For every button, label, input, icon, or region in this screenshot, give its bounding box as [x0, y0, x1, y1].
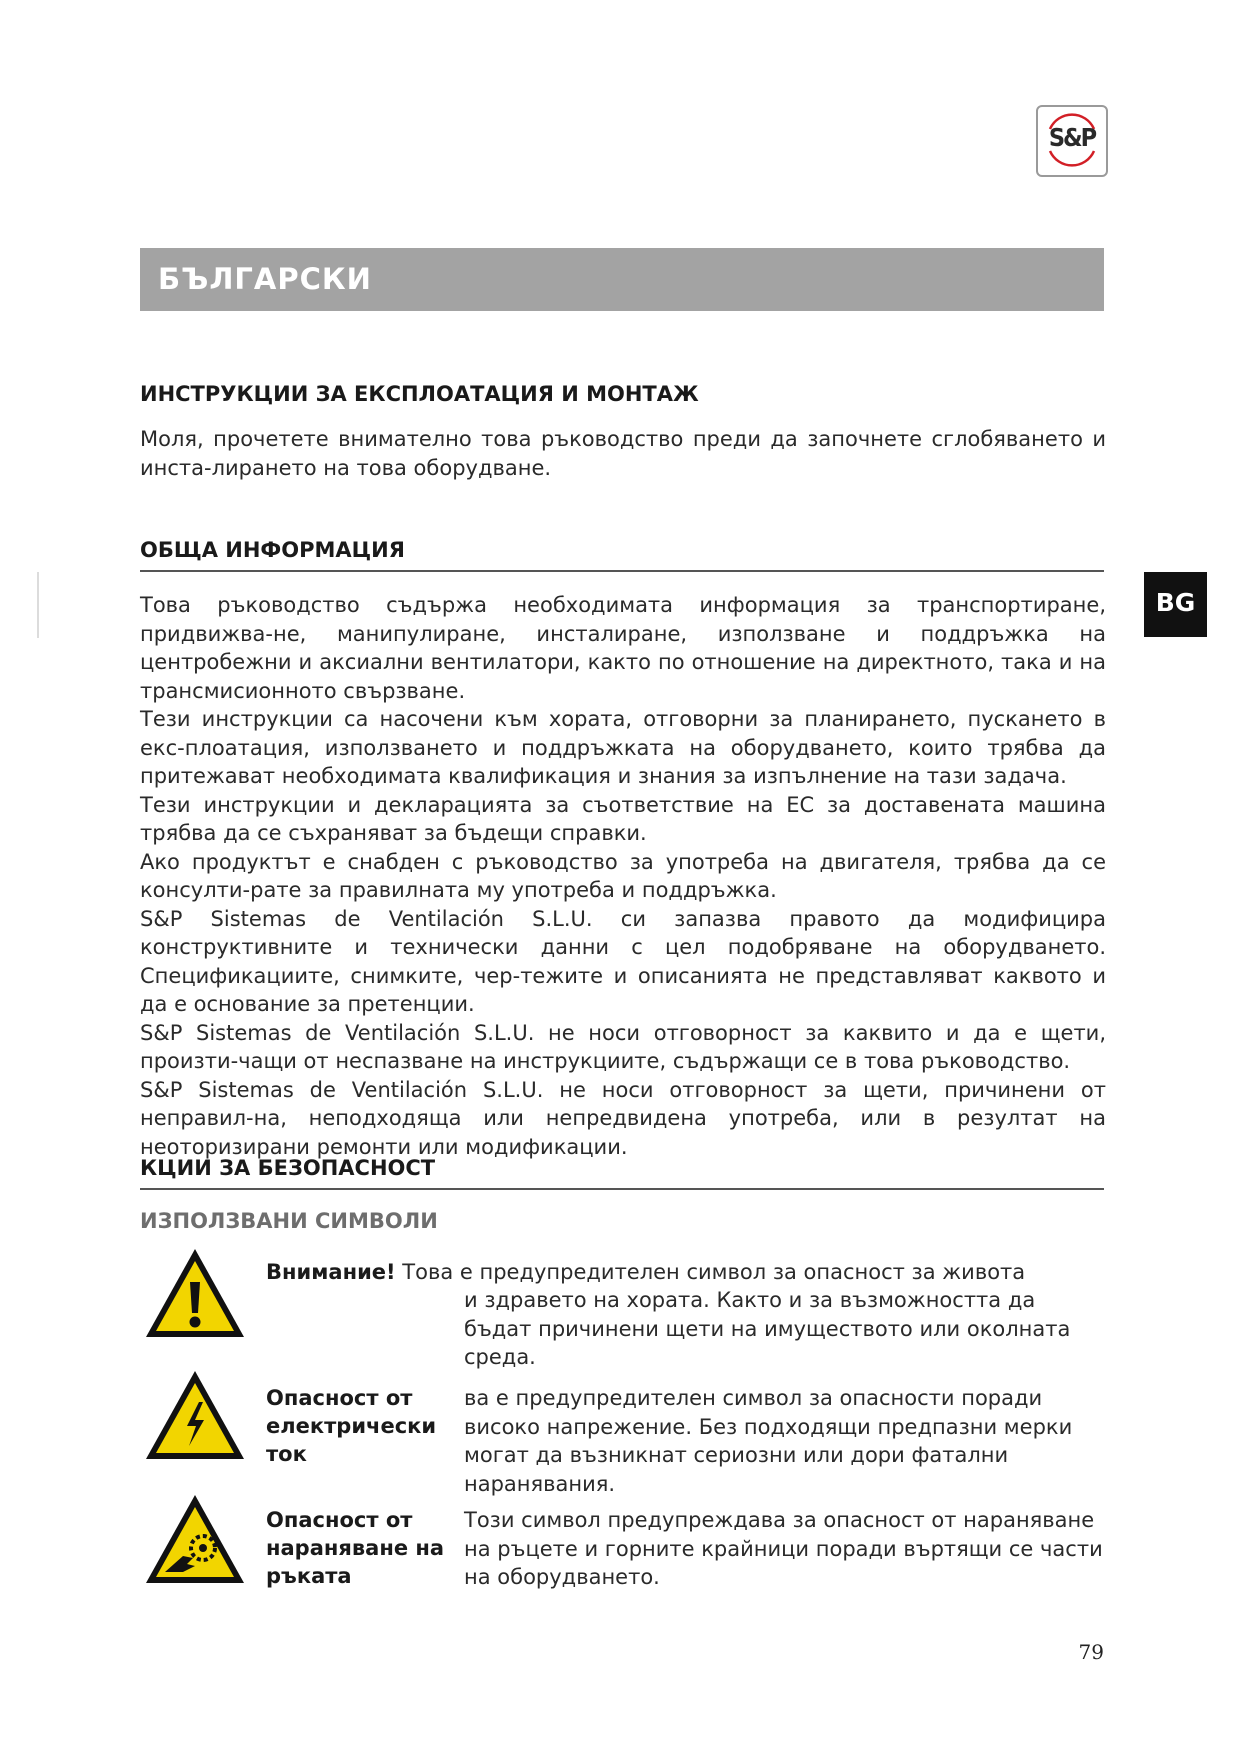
instructions-heading: ИНСТРУКЦИИ ЗА ЕКСПЛОАТАЦИЯ И МОНТАЖ [140, 382, 699, 406]
symbols-subheading: ИЗПОЛЗВАНИ СИМВОЛИ [140, 1209, 438, 1233]
general-info-divider [140, 570, 1104, 572]
general-paragraph: Тези инструкции и декларацията за съответствие на ЕС за доставената машина трябва да се съхраняват за бъдещи справки. [140, 792, 1106, 845]
symbol-title: Внимание! [266, 1260, 396, 1284]
language-banner-label: БЪЛГАРСКИ [158, 262, 372, 296]
warning-exclamation-icon [143, 1246, 247, 1340]
symbol-title: Опасност от нараняване на ръката [266, 1508, 445, 1588]
language-banner [140, 248, 1104, 311]
instructions-paragraph: Моля, прочетете внимателно това ръководство преди да започнете сглобяването и инста-лирането на това оборудване. [140, 427, 1106, 480]
general-paragraph: S&P Sistemas de Ventilación S.L.U. не носи отговорност за щети, причинени от неправил-на, неподходяща или непредвидена употреба, или в резултат на неоторизирани ремонти или модификации. [140, 1077, 1106, 1159]
symbol-first-line: Това е предупредителен символ за опасност за живота [402, 1260, 1026, 1284]
electric-shock-icon [143, 1368, 247, 1462]
edge-mark [37, 572, 39, 638]
symbol-description: и здравето на хората. Както и за възможността да бъдат причинени щети на имуществото или околната среда. [464, 1288, 1071, 1369]
page-number: 79 [1078, 1640, 1104, 1664]
general-paragraph: Ако продуктът е снабден с ръководство за употреба на двигателя, трябва да се консулти-рате за правилната му употреба и поддръжка. [140, 849, 1106, 902]
side-tab-label: BG [1155, 588, 1196, 617]
general-info-heading: ОБЩА ИНФОРМАЦИЯ [140, 538, 405, 562]
logo-text: S&P [1048, 123, 1096, 152]
general-info-text [140, 591, 1106, 1161]
symbol-title: Опасност от електрически ток [266, 1386, 437, 1466]
symbol-description: ва е предупредителен символ за опасности поради високо напрежение. Без подходящи предпазни мерки могат да възникнат сериозни или дори фатални наранявания. [464, 1386, 1073, 1496]
instructions-text [140, 425, 1106, 482]
general-paragraph: S&P Sistemas de Ventilación S.L.U. не носи отговорност за каквито и да е щети, произти-чащи от неспазване на инструкциите, съдържащи се в това ръководство. [140, 1020, 1106, 1073]
safety-divider [140, 1188, 1104, 1190]
symbol-warning-line [266, 1258, 1025, 1286]
general-paragraph: Това ръководство съдържа необходимата информация за транспортиране, придвижва-не, манипулиране, инсталиране, използване и поддръжка на центробежни и аксиални вентилатори, както по отношение на директното, така и на трансмисионното свързване. [140, 593, 1106, 703]
hand-injury-icon [143, 1492, 247, 1586]
side-language-tab [1144, 572, 1207, 637]
symbol-description: Този символ предупреждава за опасност от нараняване на ръцете и горните крайници поради въртящи се части на оборудването. [464, 1508, 1103, 1589]
safety-heading: КЦИИ ЗА БЕЗОПАСНОСТ [140, 1156, 436, 1180]
general-paragraph: Тези инструкции са насочени към хората, отговорни за планирането, пускането в екс-плоатация, използването и поддръжката на оборудването, които трябва да притежават необходимата квалификация и знания за изпълнение на тази задача. [140, 707, 1106, 788]
sp-logo [1036, 105, 1108, 177]
general-paragraph: S&P Sistemas de Ventilación S.L.U. си запазва правото да модифицира конструктивните и технически данни с цел подобряване на оборудването. Спецификациите, снимките, чер-тежите и описанията не представляват каквото и да е основание за претенции. [140, 906, 1106, 1016]
